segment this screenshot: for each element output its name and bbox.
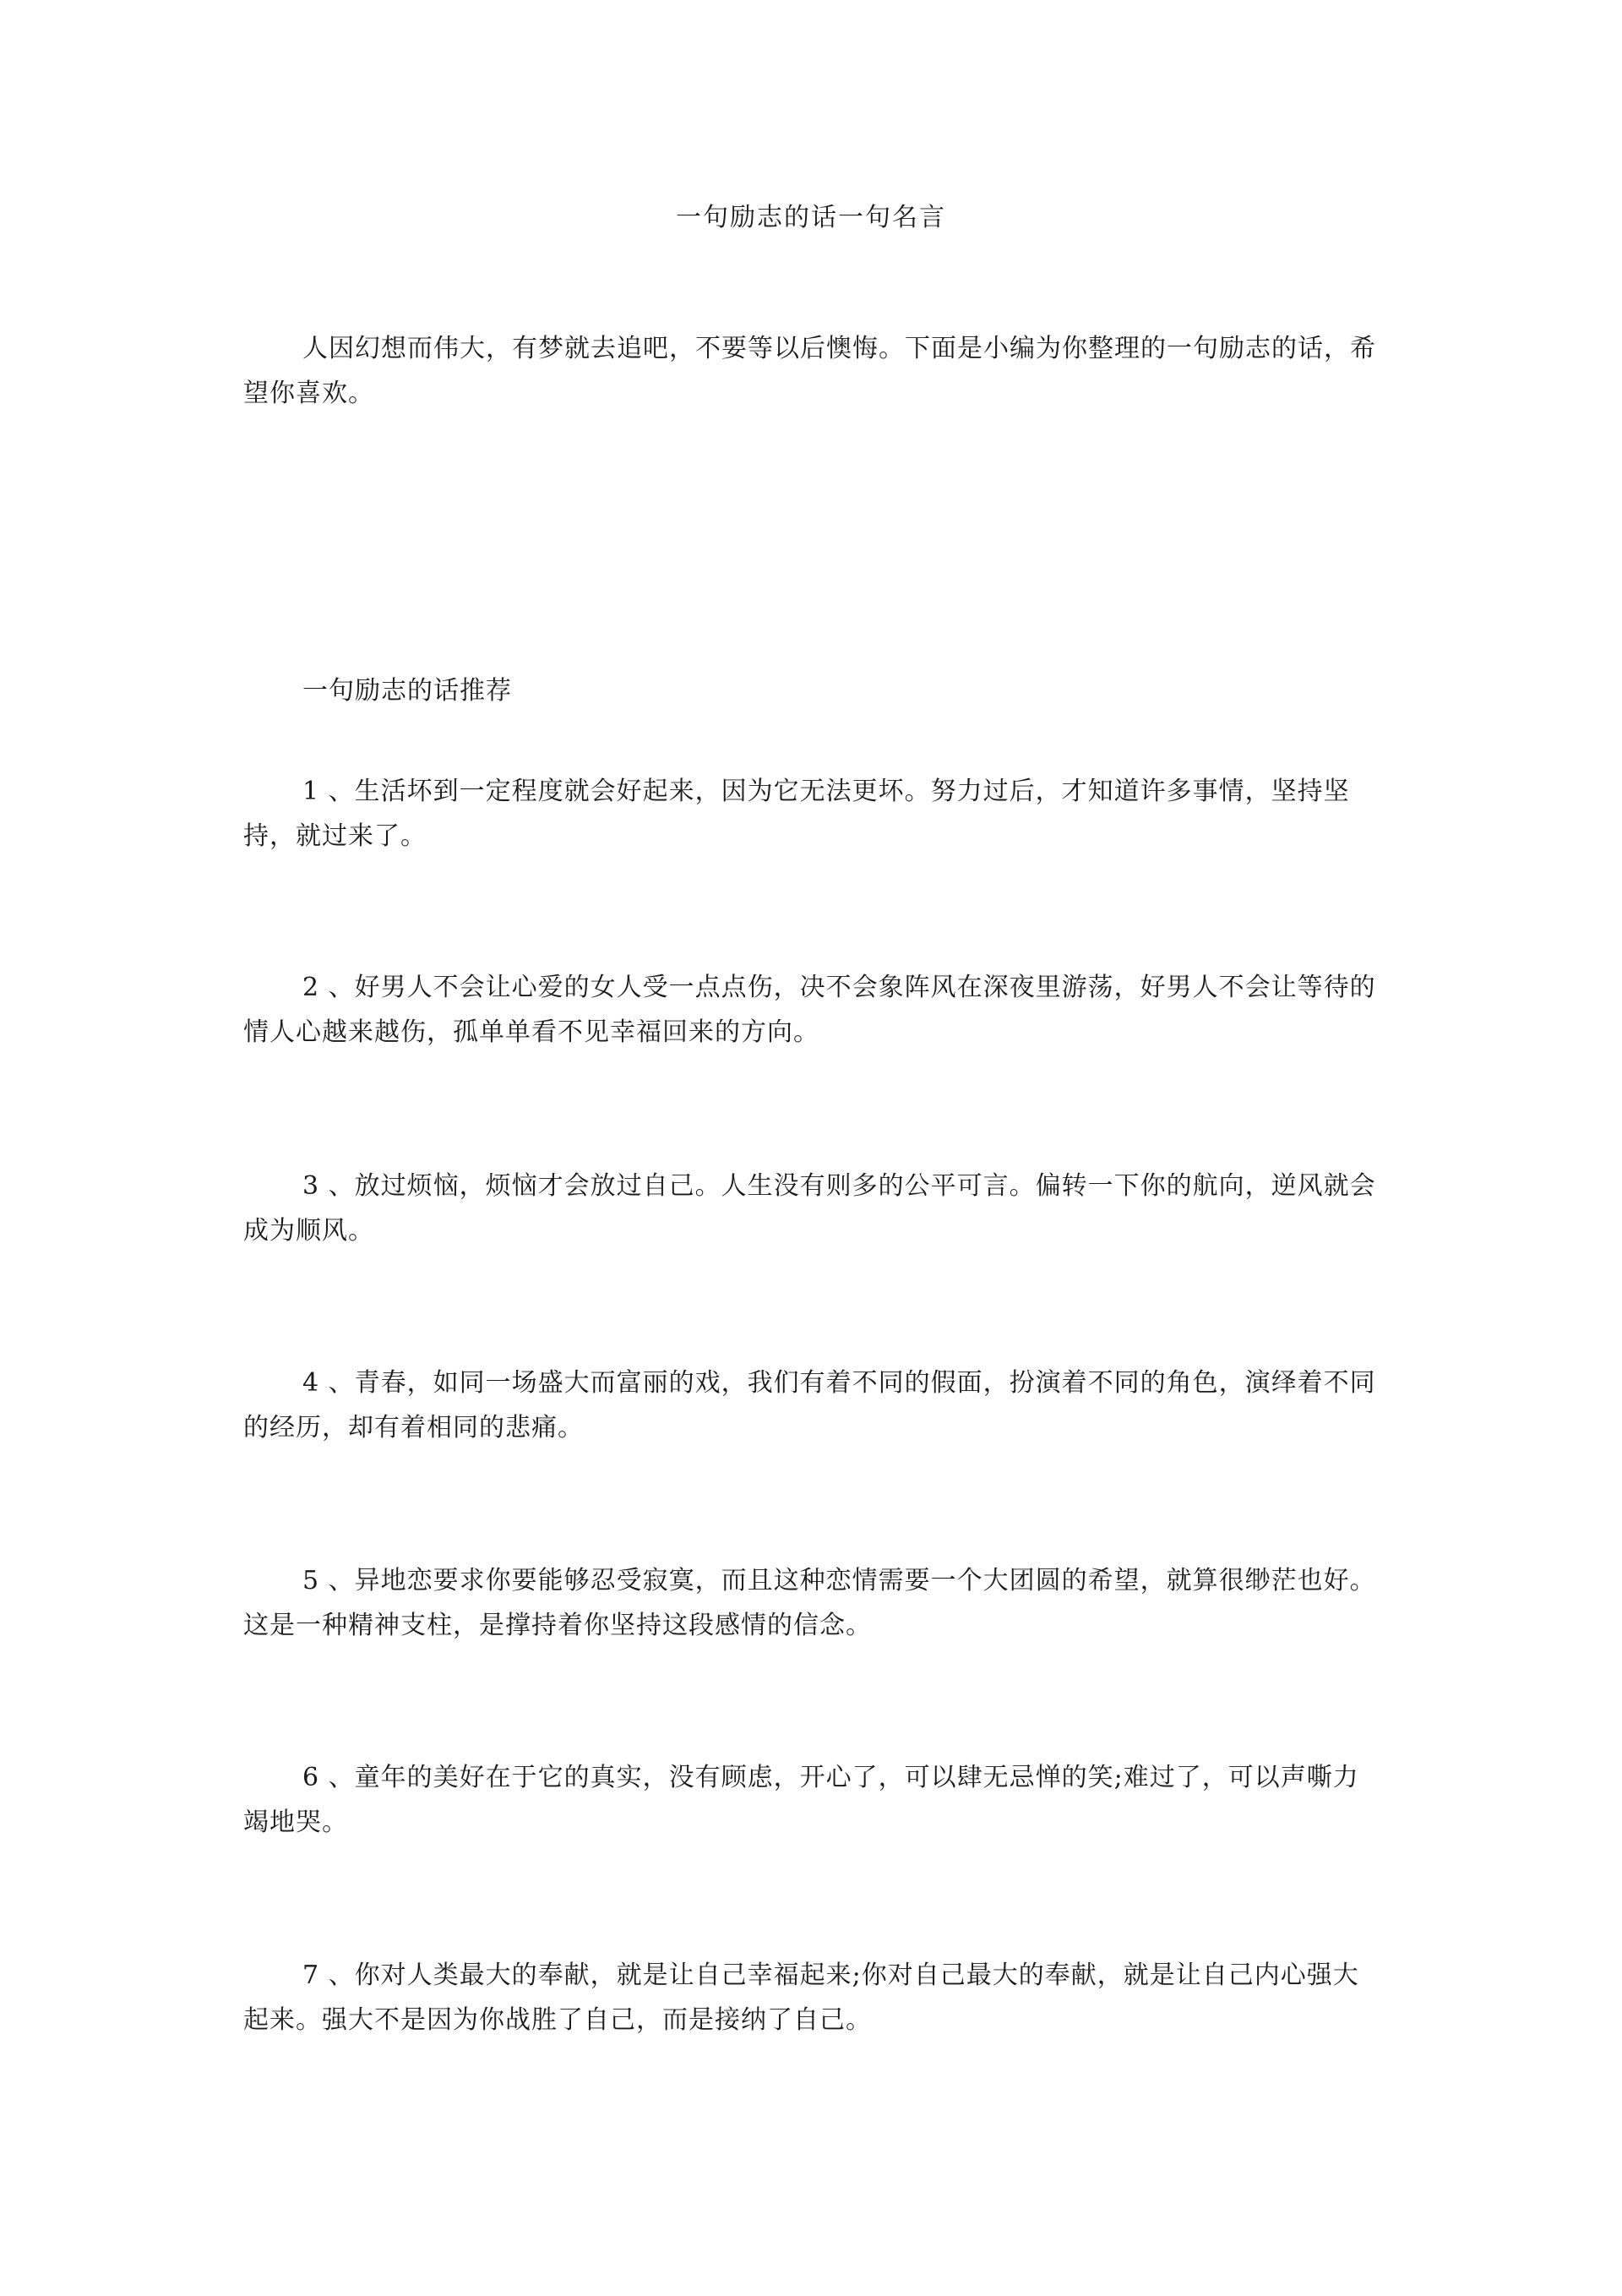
list-item: 5 、异地恋要求你要能够忍受寂寞，而且这种恋情需要一个大团圆的希望，就算很缈茫也好。这是一种精神支柱，是撑持着你坚持这段感情的信念。 <box>243 1566 1376 1640</box>
section-heading: 一句励志的话推荐 <box>302 676 512 706</box>
list-item: 2 、好男人不会让心爱的女人受一点点伤，决不会象阵风在深夜里游荡，好男人不会让等待的情人心越来越伤，孤单单看不见幸福回来的方向。 <box>243 973 1376 1047</box>
list-item: 6 、童年的美好在于它的真实，没有顾虑，开心了，可以肆无忌惮的笑;难过了，可以声嘶力竭地哭。 <box>243 1763 1359 1837</box>
intro-paragraph: 人因幻想而伟大，有梦就去追吧，不要等以后懊悔。下面是小编为你整理的一句励志的话，希望你喜欢。 <box>243 334 1376 408</box>
list-item: 7 、你对人类最大的奉献，就是让自己幸福起来;你对自己最大的奉献，就是让自己内心强大起来。强大不是因为你战胜了自己，而是接纳了自己。 <box>243 1961 1359 2035</box>
list-item: 3 、放过烦恼，烦恼才会放过自己。人生没有则多的公平可言。偏转一下你的航向，逆风就会成为顺风。 <box>243 1171 1376 1246</box>
list-item: 4 、青春，如同一场盛大而富丽的戏，我们有着不同的假面，扮演着不同的角色，演绎着不同的经历，却有着相同的悲痛。 <box>243 1368 1376 1442</box>
list-item: 1 、生活坏到一定程度就会好起来，因为它无法更坏。努力过后，才知道许多事情，坚持坚持，就过来了。 <box>243 777 1350 851</box>
page-title: 一句励志的话一句名言 <box>676 203 946 232</box>
